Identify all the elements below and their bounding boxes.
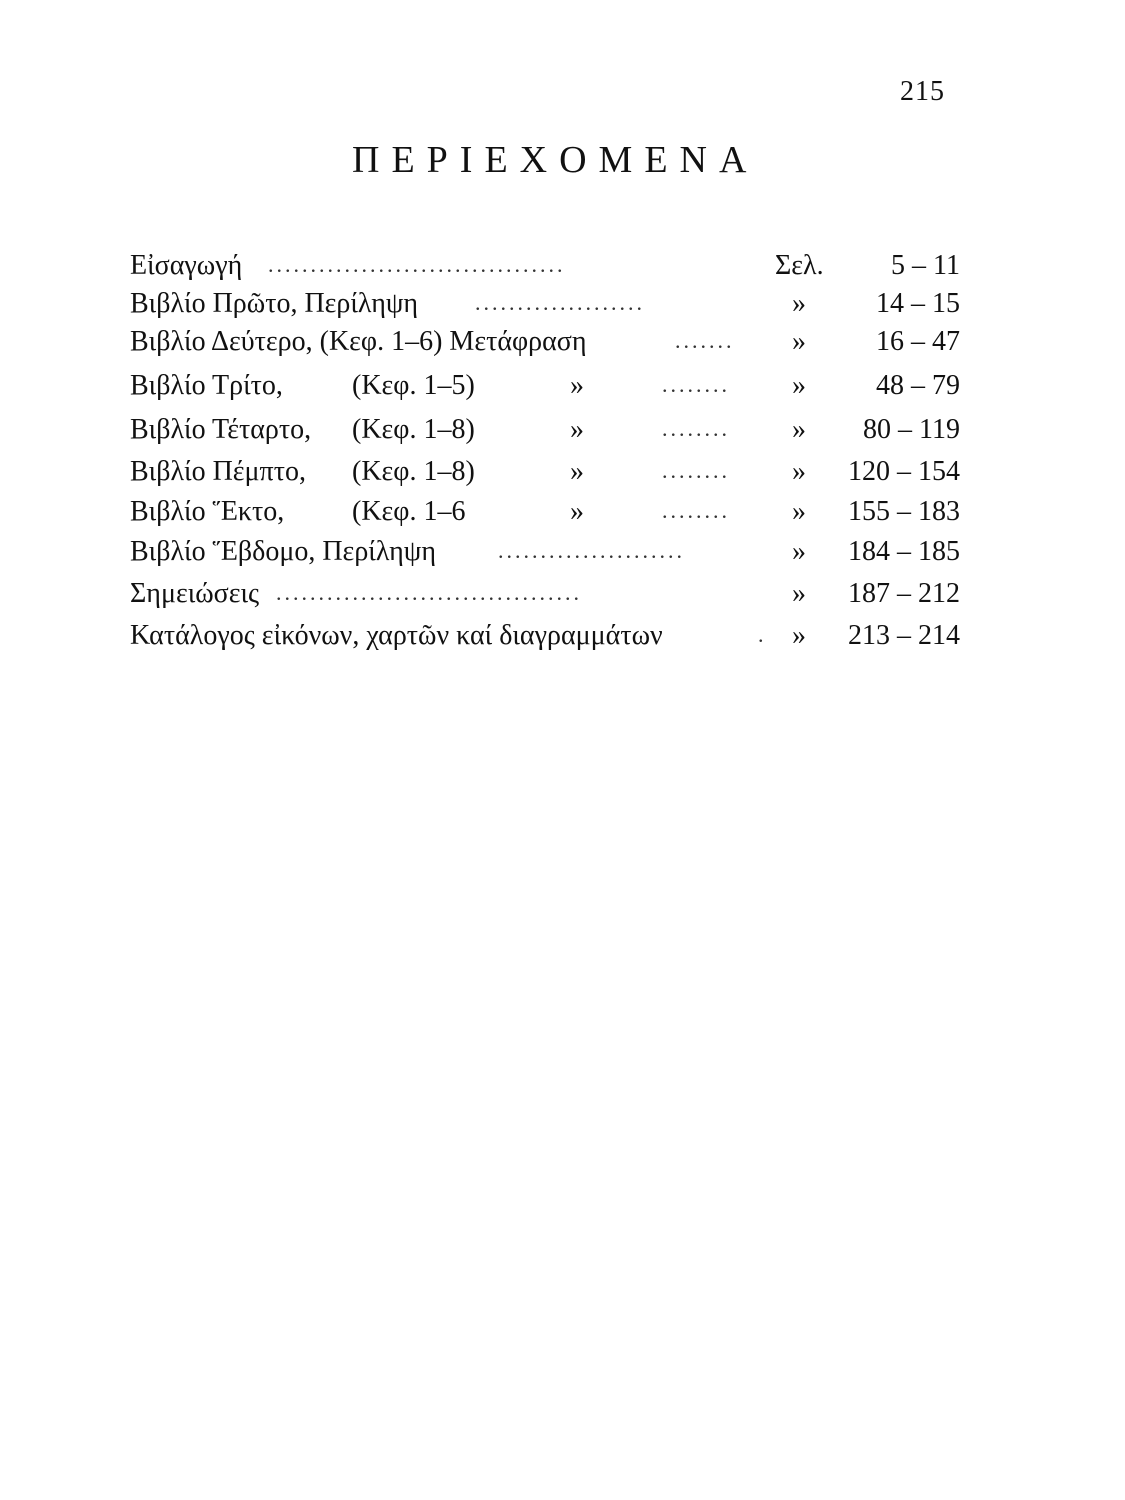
page-title: ΠΕΡΙΕΧΟΜΕΝΑ bbox=[352, 139, 759, 181]
toc-entry-label: Βιβλίο Τέταρτο, bbox=[130, 414, 312, 445]
toc-row bbox=[130, 528, 970, 568]
toc-ditto-mark: » bbox=[792, 288, 806, 319]
toc-row bbox=[130, 244, 970, 282]
toc-ditto-mark: » bbox=[792, 536, 806, 567]
toc-page-range: 14 – 15 bbox=[876, 288, 960, 319]
toc-chapters: (Κεφ. 1–5) bbox=[352, 370, 475, 401]
toc-ditto-mark: » bbox=[570, 496, 584, 527]
toc-page-range: 155 – 183 bbox=[848, 496, 960, 527]
toc-leader-dots: . bbox=[758, 622, 767, 647]
toc-ditto-mark: » bbox=[792, 456, 806, 487]
toc-page-marker: Σελ. bbox=[775, 250, 824, 281]
toc-ditto-mark: » bbox=[792, 414, 806, 445]
toc-leader-dots: ................................... bbox=[268, 252, 566, 277]
toc-ditto-mark: » bbox=[570, 414, 584, 445]
toc-page-range: 120 – 154 bbox=[848, 456, 960, 487]
toc-chapters: (Κεφ. 1–8) bbox=[352, 456, 475, 487]
toc-leader-dots: ........ bbox=[662, 372, 730, 397]
toc-ditto-mark: » bbox=[570, 456, 584, 487]
toc-entry-label: Βιβλίο Τρίτο, bbox=[130, 370, 283, 401]
toc-entry-label: Βιβλίο Πέμπτο, bbox=[130, 456, 306, 487]
toc-page-range: 184 – 185 bbox=[848, 536, 960, 567]
toc-ditto-mark: » bbox=[792, 496, 806, 527]
toc-ditto-mark: » bbox=[792, 620, 806, 651]
toc-page-range: 5 – 11 bbox=[891, 250, 960, 281]
toc-ditto-mark: » bbox=[570, 370, 584, 401]
toc-page-range: 48 – 79 bbox=[876, 370, 960, 401]
toc-entry-label: Βιβλίο Ἕκτο, bbox=[130, 496, 285, 527]
toc-leader-dots: ....... bbox=[675, 328, 735, 353]
table-of-contents bbox=[130, 244, 970, 652]
toc-leader-dots: ........ bbox=[662, 416, 730, 441]
toc-leader-dots: ...................... bbox=[498, 538, 685, 563]
toc-row bbox=[130, 358, 970, 402]
toc-chapters: (Κεφ. 1–8) bbox=[352, 414, 475, 445]
toc-entry-label: Κατάλογος εἰκόνων, χαρτῶν καί διαγραμμάτων bbox=[130, 620, 663, 651]
toc-row bbox=[130, 402, 970, 446]
toc-entry-label: Εἰσαγωγή bbox=[130, 250, 243, 281]
toc-page-range: 80 – 119 bbox=[863, 414, 960, 445]
toc-row bbox=[130, 568, 970, 610]
toc-row bbox=[130, 282, 970, 320]
toc-entry-label: Βιβλίο Πρῶτο, Περίληψη bbox=[130, 288, 419, 319]
page-number: 215 bbox=[900, 76, 945, 107]
toc-entry-label: Σημειώσεις bbox=[130, 578, 260, 609]
toc-row bbox=[130, 610, 970, 652]
toc-page-range: 16 – 47 bbox=[876, 326, 960, 357]
toc-leader-dots: .................... bbox=[475, 290, 645, 315]
toc-entry-label: Βιβλίο Δεύτερο, (Κεφ. 1–6) Μετάφραση bbox=[130, 326, 587, 357]
toc-page-range: 187 – 212 bbox=[848, 578, 960, 609]
toc-page-range: 213 – 214 bbox=[848, 620, 960, 651]
toc-leader-dots: ........ bbox=[662, 498, 730, 523]
toc-leader-dots: ........ bbox=[662, 458, 730, 483]
toc-chapters: (Κεφ. 1–6 bbox=[352, 496, 466, 527]
toc-row bbox=[130, 488, 970, 528]
toc-row bbox=[130, 320, 970, 358]
toc-leader-dots: .................................... bbox=[276, 580, 582, 605]
toc-ditto-mark: » bbox=[792, 326, 806, 357]
toc-ditto-mark: » bbox=[792, 370, 806, 401]
toc-entry-label: Βιβλίο Ἕβδομο, Περίληψη bbox=[130, 536, 436, 567]
toc-ditto-mark: » bbox=[792, 578, 806, 609]
toc-row bbox=[130, 446, 970, 488]
